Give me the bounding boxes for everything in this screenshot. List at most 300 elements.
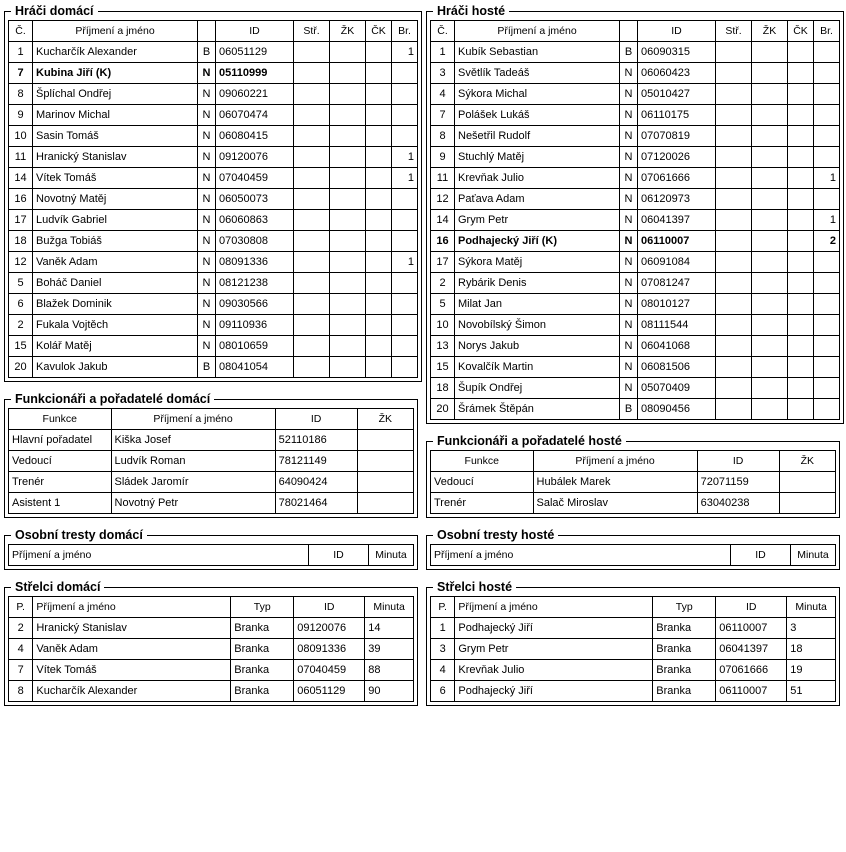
- col-zk: ŽK: [752, 21, 788, 42]
- player-goals: [392, 105, 418, 126]
- home-column: [4, 4, 418, 716]
- player-goals: 1: [392, 147, 418, 168]
- player-shots: [716, 252, 752, 273]
- table-row: [9, 430, 414, 451]
- penalties-away-table: [430, 544, 836, 566]
- official-id: 64090424: [275, 472, 357, 493]
- player-red-cards: [788, 126, 814, 147]
- player-name: Kolář Matěj: [33, 336, 198, 357]
- player-goals: [814, 273, 840, 294]
- scorer-type: Branka: [231, 618, 294, 639]
- player-red-cards: [788, 63, 814, 84]
- scorer-id: 07061666: [716, 660, 787, 681]
- player-position: N: [620, 336, 638, 357]
- player-position: N: [620, 294, 638, 315]
- player-number: 16: [9, 189, 33, 210]
- player-name: Nešetřil Rudolf: [455, 126, 620, 147]
- player-yellow-cards: [330, 273, 366, 294]
- players-home-table: [8, 20, 418, 378]
- scorer-minute: 90: [365, 681, 414, 702]
- player-goals: [814, 147, 840, 168]
- official-role: Hlavní pořadatel: [9, 430, 112, 451]
- player-name: Rybárik Denis: [455, 273, 620, 294]
- player-shots: [716, 378, 752, 399]
- official-id: 78121149: [275, 451, 357, 472]
- player-yellow-cards: [330, 357, 366, 378]
- player-position: N: [620, 105, 638, 126]
- player-goals: [392, 63, 418, 84]
- player-red-cards: [788, 315, 814, 336]
- player-name: Boháč Daniel: [33, 273, 198, 294]
- col-minute: Minuta: [369, 545, 414, 566]
- player-yellow-cards: [330, 168, 366, 189]
- player-position: N: [198, 168, 216, 189]
- player-name: Hranický Stanislav: [33, 147, 198, 168]
- official-name: Ludvík Roman: [111, 451, 275, 472]
- col-shots: Stř.: [294, 21, 330, 42]
- col-role: Funkce: [431, 451, 534, 472]
- player-goals: [392, 294, 418, 315]
- player-shots: [294, 168, 330, 189]
- player-id: 06110175: [638, 105, 716, 126]
- player-red-cards: [366, 189, 392, 210]
- player-name: Bužga Tobiáš: [33, 231, 198, 252]
- table-header-row: [9, 597, 414, 618]
- player-position: N: [198, 189, 216, 210]
- player-yellow-cards: [752, 273, 788, 294]
- player-red-cards: [366, 105, 392, 126]
- player-name: Šupík Ondřej: [455, 378, 620, 399]
- player-red-cards: [788, 399, 814, 420]
- player-red-cards: [366, 63, 392, 84]
- table-header-row: [431, 545, 836, 566]
- player-id: 08091336: [216, 252, 294, 273]
- col-id: ID: [216, 21, 294, 42]
- player-number: 2: [431, 273, 455, 294]
- player-shots: [716, 147, 752, 168]
- player-name: Sýkora Matěj: [455, 252, 620, 273]
- player-id: 07070819: [638, 126, 716, 147]
- col-zk: ŽK: [357, 409, 413, 430]
- player-name: Sasin Tomáš: [33, 126, 198, 147]
- scorer-name: Krevňak Julio: [455, 660, 653, 681]
- table-row: [9, 660, 414, 681]
- scorers-home-title: Střelci domácí: [15, 580, 101, 594]
- officials-away-section: [426, 434, 840, 518]
- player-id: 09030566: [216, 294, 294, 315]
- player-red-cards: [366, 273, 392, 294]
- official-id: 78021464: [275, 493, 357, 514]
- col-br: Br.: [392, 21, 418, 42]
- col-id: ID: [309, 545, 369, 566]
- player-name: Podhajecký Jiří (K): [455, 231, 620, 252]
- scorer-type: Branka: [231, 660, 294, 681]
- table-row: [431, 252, 840, 273]
- player-shots: [716, 126, 752, 147]
- player-yellow-cards: [752, 126, 788, 147]
- player-goals: [392, 84, 418, 105]
- col-num: Č.: [9, 21, 33, 42]
- player-yellow-cards: [330, 105, 366, 126]
- player-shots: [294, 231, 330, 252]
- player-id: 08010659: [216, 336, 294, 357]
- player-position: N: [620, 210, 638, 231]
- scorer-type: Branka: [653, 618, 716, 639]
- table-row: [9, 336, 418, 357]
- player-red-cards: [366, 126, 392, 147]
- scorer-name: Kucharčík Alexander: [33, 681, 231, 702]
- officials-home-section: [4, 392, 418, 518]
- player-position: N: [620, 126, 638, 147]
- scorer-minute: 88: [365, 660, 414, 681]
- scorers-home-table: [8, 596, 414, 702]
- player-goals: [814, 357, 840, 378]
- player-yellow-cards: [330, 252, 366, 273]
- table-row: [9, 472, 414, 493]
- table-row: [9, 315, 418, 336]
- player-goals: [392, 336, 418, 357]
- player-name: Paťava Adam: [455, 189, 620, 210]
- player-yellow-cards: [752, 147, 788, 168]
- scorer-id: 06051129: [294, 681, 365, 702]
- player-id: 06120973: [638, 189, 716, 210]
- player-position: N: [620, 189, 638, 210]
- player-yellow-cards: [330, 42, 366, 63]
- player-red-cards: [366, 336, 392, 357]
- table-row: [431, 357, 840, 378]
- players-home-section: [4, 4, 422, 382]
- player-goals: [392, 210, 418, 231]
- player-position: N: [198, 315, 216, 336]
- player-yellow-cards: [330, 315, 366, 336]
- player-name: Kovalčík Martin: [455, 357, 620, 378]
- scorers-away-section: [426, 580, 840, 706]
- table-row: [431, 42, 840, 63]
- player-shots: [294, 42, 330, 63]
- player-red-cards: [366, 147, 392, 168]
- player-red-cards: [788, 231, 814, 252]
- player-shots: [716, 315, 752, 336]
- player-position: N: [198, 273, 216, 294]
- official-role: Asistent 1: [9, 493, 112, 514]
- col-id: ID: [697, 451, 779, 472]
- col-type: Typ: [231, 597, 294, 618]
- player-shots: [716, 189, 752, 210]
- player-name: Šrámek Štěpán: [455, 399, 620, 420]
- player-yellow-cards: [752, 294, 788, 315]
- scorer-id: 06110007: [716, 618, 787, 639]
- player-shots: [716, 84, 752, 105]
- table-row: [9, 618, 414, 639]
- players-away-table: [430, 20, 840, 420]
- player-id: 09110936: [216, 315, 294, 336]
- player-number: 9: [9, 105, 33, 126]
- penalties-home-section: [4, 528, 418, 570]
- player-yellow-cards: [330, 126, 366, 147]
- player-name: Ludvík Gabriel: [33, 210, 198, 231]
- player-number: 15: [431, 357, 455, 378]
- player-shots: [294, 357, 330, 378]
- player-name: Sýkora Michal: [455, 84, 620, 105]
- scorers-home-body: [9, 618, 414, 702]
- col-ck: ČK: [366, 21, 392, 42]
- player-yellow-cards: [752, 42, 788, 63]
- player-number: 12: [9, 252, 33, 273]
- player-position: N: [620, 147, 638, 168]
- player-number: 10: [9, 126, 33, 147]
- player-goals: 1: [814, 168, 840, 189]
- player-position: N: [620, 231, 638, 252]
- col-name: Příjmení a jméno: [9, 545, 309, 566]
- player-id: 08090456: [638, 399, 716, 420]
- player-id: 06070474: [216, 105, 294, 126]
- official-yellow-cards: [357, 451, 413, 472]
- table-header-row: [9, 409, 414, 430]
- player-red-cards: [366, 357, 392, 378]
- table-row: [431, 210, 840, 231]
- player-position: N: [620, 84, 638, 105]
- player-position: N: [620, 315, 638, 336]
- scorer-order: 7: [9, 660, 33, 681]
- player-shots: [716, 210, 752, 231]
- table-row: [431, 105, 840, 126]
- player-id: 08041054: [216, 357, 294, 378]
- officials-away-title: Funkcionáři a pořadatelé hosté: [437, 434, 622, 448]
- player-goals: 1: [814, 210, 840, 231]
- table-header-row: [9, 21, 418, 42]
- player-number: 4: [431, 84, 455, 105]
- player-position: N: [198, 252, 216, 273]
- table-row: [9, 252, 418, 273]
- player-yellow-cards: [752, 168, 788, 189]
- scorer-id: 09120076: [294, 618, 365, 639]
- scorer-order: 1: [431, 618, 455, 639]
- player-number: 9: [431, 147, 455, 168]
- player-id: 08121238: [216, 273, 294, 294]
- officials-away-body: [431, 472, 836, 514]
- player-number: 17: [431, 252, 455, 273]
- player-goals: [392, 189, 418, 210]
- players-home-title: Hráči domácí: [15, 4, 94, 18]
- official-name: Sládek Jaromír: [111, 472, 275, 493]
- player-number: 17: [9, 210, 33, 231]
- player-position: N: [620, 63, 638, 84]
- player-number: 8: [431, 126, 455, 147]
- scorer-name: Podhajecký Jiří: [455, 681, 653, 702]
- player-name: Novobílský Šimon: [455, 315, 620, 336]
- table-row: [9, 639, 414, 660]
- scorer-name: Hranický Stanislav: [33, 618, 231, 639]
- away-column: [426, 4, 840, 716]
- table-row: [431, 618, 836, 639]
- player-goals: [392, 231, 418, 252]
- player-goals: [392, 357, 418, 378]
- table-row: [9, 451, 414, 472]
- scorers-away-body: [431, 618, 836, 702]
- player-goals: [814, 105, 840, 126]
- scorer-name: Vítek Tomáš: [33, 660, 231, 681]
- scorer-id: 06110007: [716, 681, 787, 702]
- player-name: Grym Petr: [455, 210, 620, 231]
- player-red-cards: [788, 189, 814, 210]
- player-red-cards: [788, 273, 814, 294]
- official-role: Trenér: [9, 472, 112, 493]
- scorer-order: 4: [9, 639, 33, 660]
- player-shots: [716, 231, 752, 252]
- player-yellow-cards: [330, 189, 366, 210]
- player-name: Kavulok Jakub: [33, 357, 198, 378]
- player-shots: [294, 126, 330, 147]
- col-zk: ŽK: [330, 21, 366, 42]
- player-name: Norys Jakub: [455, 336, 620, 357]
- scorer-minute: 51: [787, 681, 836, 702]
- player-position: N: [620, 252, 638, 273]
- player-number: 5: [9, 273, 33, 294]
- player-name: Krevňak Julio: [455, 168, 620, 189]
- player-id: 09120076: [216, 147, 294, 168]
- player-name: Fukala Vojtěch: [33, 315, 198, 336]
- official-id: 72071159: [697, 472, 779, 493]
- scorer-id: 07040459: [294, 660, 365, 681]
- col-id: ID: [638, 21, 716, 42]
- player-shots: [716, 105, 752, 126]
- player-goals: [814, 294, 840, 315]
- player-name: Šplíchal Ondřej: [33, 84, 198, 105]
- player-red-cards: [788, 252, 814, 273]
- player-position: N: [198, 126, 216, 147]
- player-position: N: [198, 336, 216, 357]
- col-pos: [198, 21, 216, 42]
- table-row: [431, 660, 836, 681]
- scorers-home-section: [4, 580, 418, 706]
- table-header-row: [431, 597, 836, 618]
- player-goals: [814, 315, 840, 336]
- player-name: Vítek Tomáš: [33, 168, 198, 189]
- player-goals: 2: [814, 231, 840, 252]
- player-id: 07040459: [216, 168, 294, 189]
- table-row: [431, 168, 840, 189]
- table-row: [9, 63, 418, 84]
- player-goals: [814, 252, 840, 273]
- player-yellow-cards: [330, 210, 366, 231]
- player-id: 05070409: [638, 378, 716, 399]
- player-id: 06081506: [638, 357, 716, 378]
- player-red-cards: [788, 42, 814, 63]
- player-position: N: [198, 294, 216, 315]
- player-number: 6: [9, 294, 33, 315]
- player-shots: [294, 84, 330, 105]
- player-red-cards: [788, 105, 814, 126]
- scorer-name: Podhajecký Jiří: [455, 618, 653, 639]
- table-header-row: [9, 545, 414, 566]
- official-name: Hubálek Marek: [533, 472, 697, 493]
- official-yellow-cards: [779, 472, 835, 493]
- table-row: [9, 84, 418, 105]
- col-id: ID: [716, 597, 787, 618]
- player-id: 06090315: [638, 42, 716, 63]
- player-number: 1: [431, 42, 455, 63]
- player-position: N: [620, 273, 638, 294]
- player-position: N: [620, 378, 638, 399]
- player-id: 08010127: [638, 294, 716, 315]
- table-row: [431, 378, 840, 399]
- player-yellow-cards: [752, 231, 788, 252]
- scorers-away-title: Střelci hosté: [437, 580, 513, 594]
- col-pos: [620, 21, 638, 42]
- player-yellow-cards: [330, 84, 366, 105]
- player-yellow-cards: [752, 399, 788, 420]
- scorer-type: Branka: [231, 681, 294, 702]
- player-yellow-cards: [752, 189, 788, 210]
- player-red-cards: [788, 357, 814, 378]
- table-row: [9, 105, 418, 126]
- player-shots: [716, 336, 752, 357]
- player-yellow-cards: [752, 210, 788, 231]
- player-id: 05010427: [638, 84, 716, 105]
- player-red-cards: [366, 168, 392, 189]
- player-red-cards: [788, 84, 814, 105]
- player-goals: 1: [392, 252, 418, 273]
- player-name: Kucharčík Alexander: [33, 42, 198, 63]
- officials-away-table: [430, 450, 836, 514]
- top-row: [4, 4, 842, 716]
- player-yellow-cards: [752, 63, 788, 84]
- player-goals: [814, 63, 840, 84]
- table-row: [431, 63, 840, 84]
- official-name: Novotný Petr: [111, 493, 275, 514]
- player-shots: [716, 168, 752, 189]
- players-home-body: [9, 42, 418, 378]
- table-row: [9, 294, 418, 315]
- table-row: [431, 399, 840, 420]
- player-id: 06060863: [216, 210, 294, 231]
- col-name: Příjmení a jméno: [33, 597, 231, 618]
- player-number: 16: [431, 231, 455, 252]
- player-red-cards: [788, 336, 814, 357]
- player-shots: [294, 315, 330, 336]
- player-number: 14: [431, 210, 455, 231]
- table-row: [431, 681, 836, 702]
- player-id: 06091084: [638, 252, 716, 273]
- player-shots: [294, 147, 330, 168]
- scorer-type: Branka: [653, 660, 716, 681]
- col-p: P.: [431, 597, 455, 618]
- penalties-away-title: Osobní tresty hosté: [437, 528, 555, 542]
- player-red-cards: [366, 210, 392, 231]
- official-yellow-cards: [357, 493, 413, 514]
- player-goals: [814, 378, 840, 399]
- player-shots: [716, 357, 752, 378]
- official-yellow-cards: [357, 430, 413, 451]
- player-red-cards: [366, 231, 392, 252]
- player-id: 06110007: [638, 231, 716, 252]
- official-role: Vedoucí: [9, 451, 112, 472]
- player-number: 12: [431, 189, 455, 210]
- table-header-row: [431, 21, 840, 42]
- player-id: 06051129: [216, 42, 294, 63]
- player-name: Kubina Jiří (K): [33, 63, 198, 84]
- player-number: 14: [9, 168, 33, 189]
- player-position: B: [620, 399, 638, 420]
- scorer-type: Branka: [653, 681, 716, 702]
- player-goals: [814, 42, 840, 63]
- col-zk: ŽK: [779, 451, 835, 472]
- player-number: 7: [9, 63, 33, 84]
- table-row: [431, 126, 840, 147]
- scorer-minute: 3: [787, 618, 836, 639]
- table-row: [9, 126, 418, 147]
- table-header-row: [431, 451, 836, 472]
